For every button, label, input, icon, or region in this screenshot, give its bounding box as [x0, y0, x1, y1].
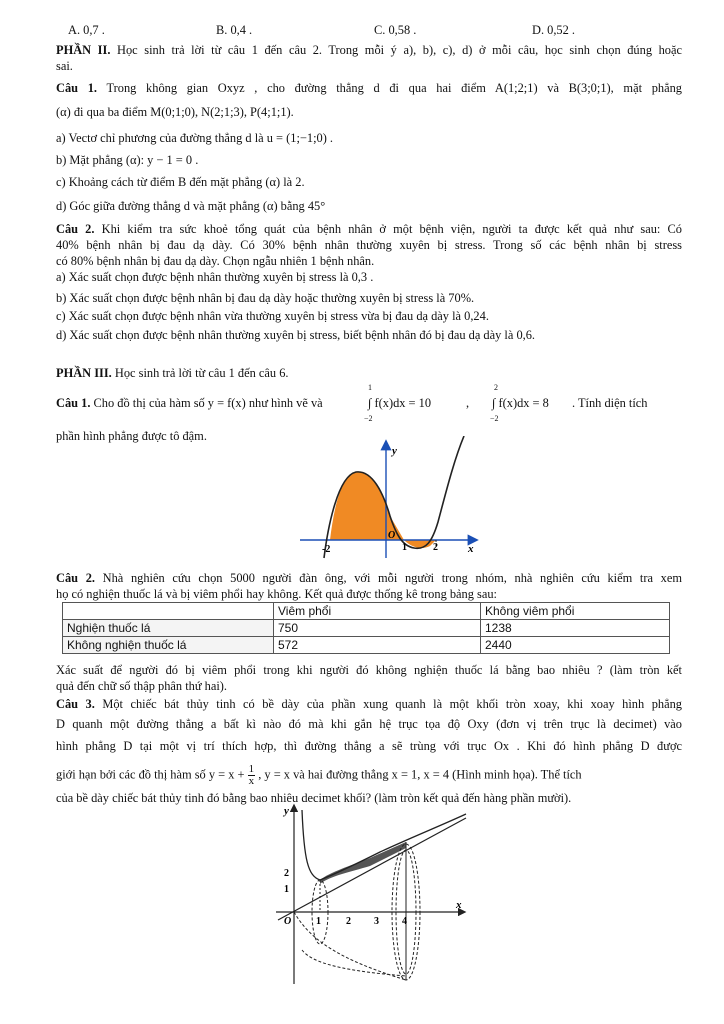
- bowl-x-tick: 2: [346, 916, 351, 927]
- table-cell: 750: [274, 620, 481, 637]
- table-cell: 572: [274, 637, 481, 654]
- table-cell: Không nghiện thuốc lá: [63, 637, 274, 654]
- p3-q3-line4: giới hạn bởi các đồ thị hàm số y = x + $\frac{1}{x}$ , y = x và hai đường thẳng x = 1, x = 4 (Hình minh họa). Thể tích: [56, 763, 582, 787]
- bowl-x-tick: 1: [316, 916, 321, 927]
- p2-q1-line2: (α) đi qua ba điểm M(0;1;0), N(2;1;3), P(4;1;1).: [56, 105, 294, 119]
- bowl-origin-label: O: [284, 916, 292, 927]
- statistics-table: [62, 602, 670, 654]
- integral-comma: ,: [466, 396, 470, 410]
- part3-title: PHẦN III.: [56, 366, 112, 380]
- bowl-x-label: x: [456, 899, 462, 911]
- p2-q2-option-c: c) Xác suất chọn được bệnh nhân vừa thường xuyên bị stress vừa bị đau dạ dày là 0,24.: [56, 309, 489, 323]
- part2-intro-line2: sai.: [56, 59, 73, 73]
- graph-y-label: y: [392, 445, 397, 457]
- integral1: ∫ f(x)dx = 10: [368, 396, 432, 410]
- p3-q2-line2: họ có nghiện thuốc lá và bị viêm phổi hay không. Kết quả được thống kê trong bảng sau:: [56, 587, 497, 601]
- bowl-figure: [270, 800, 470, 986]
- table-header-cell: Không viêm phổi: [481, 603, 670, 620]
- part2-intro-line1: PHẦN II. Học sinh trả lời từ câu 1 đến câu 2. Trong mỗi ý a), b), c), d) ở mỗi câu, học sinh chọn đúng hoặc: [56, 43, 682, 57]
- bowl-lower-outline-2: [302, 950, 406, 976]
- bowl-y-label: y: [284, 805, 289, 817]
- line-y-equals-x: [278, 818, 466, 920]
- curve-x-plus-1-over-x: [302, 810, 466, 880]
- p2-q1-option-b: b) Mặt phẳng (α): y − 1 = 0 .: [56, 153, 199, 167]
- option-b: B. 0,4 .: [216, 23, 253, 37]
- p3-q1-line1: Câu 1. Cho đồ thị của hàm số y = f(x) như hình vẽ và: [56, 396, 323, 410]
- option-a: A. 0,7 .: [68, 23, 105, 37]
- p2-q1-label: Câu 1.: [56, 81, 98, 95]
- integral2: ∫ f(x)dx = 8: [492, 396, 549, 410]
- p3-q2-after-line2: quả đến chữ số thập phân thứ hai).: [56, 679, 228, 693]
- p2-q2-option-d: d) Xác suất chọn được bệnh nhân thường xuyên bị stress, biết bệnh nhân đó bị đau dạ dày là 0,6.: [56, 328, 536, 342]
- p3-q3-line2: D quanh một đường thẳng a bất kì nào đó mà khi gắn hệ trục tọa độ Oxy (đơn vị trên trục là decimet) vào: [56, 717, 682, 731]
- p3-q2-line1: Câu 2. Nhà nghiên cứu chọn 5000 người đàn ông, với mỗi người trong nhóm, nhà nghiên cứu kiểm tra xem: [56, 571, 682, 585]
- p2-q1-option-d: d) Góc giữa đường thẳng d và mặt phẳng (α) bằng 45°: [56, 199, 326, 213]
- table-row: [63, 637, 670, 654]
- p3-q1-label: Câu 1.: [56, 396, 91, 410]
- bowl-y-tick: 1: [284, 884, 289, 895]
- fraction-1-over-x: $\frac{1}{x}$: [248, 763, 255, 787]
- bowl-y-tick: 2: [284, 868, 289, 879]
- graph-tick-2: 2: [433, 542, 438, 553]
- p2-q2-option-a: a) Xác suất chọn được bệnh nhân thường xuyên bị stress là 0,3 .: [56, 270, 374, 284]
- integral1-lower: −2: [364, 414, 373, 423]
- p2-q1-option-a: a) Vectơ chỉ phương của đường thẳng d là u = (1;−1;0) .: [56, 131, 334, 145]
- graph-tick-1: 1: [402, 542, 407, 553]
- p3-q3-line3: hình phẳng D tại một vị trí thích hợp, thì đường thẳng a sẽ trùng với trục Ox . Khi đó hình phẳng D được: [56, 739, 682, 753]
- p2-q2-label: Câu 2.: [56, 222, 95, 236]
- option-d: D. 0,52 .: [532, 23, 576, 37]
- p3-q3-label: Câu 3.: [56, 697, 95, 711]
- integral2-upper: 2: [494, 383, 498, 392]
- function-graph: [290, 436, 490, 560]
- bowl-shaded-region: [320, 842, 406, 884]
- p2-q2-line1: Câu 2. Khi kiểm tra sức khoẻ tổng quát của bệnh nhân ở một bệnh viện, người ta được kết quả như sau: Có: [56, 222, 682, 236]
- p2-q2-option-b: b) Xác suất chọn được bệnh nhân bị đau dạ dày hoặc thường xuyên bị stress là 70%.: [56, 291, 475, 305]
- part3-intro: PHẦN III. Học sinh trả lời từ câu 1 đến câu 6.: [56, 366, 289, 380]
- table-header-row: [63, 603, 670, 620]
- integral2-lower: −2: [490, 414, 499, 423]
- p3-q3-line1: Câu 3. Một chiếc bát thủy tinh có bề dày của phần xung quanh là một khối tròn xoay, khi xoay hình phẳng: [56, 697, 682, 711]
- integral1-upper: 1: [368, 383, 372, 392]
- graph-x-label: x: [468, 543, 474, 555]
- table-header-cell: Viêm phổi: [274, 603, 481, 620]
- p2-q2-line3: có 80% bệnh nhân bị đau dạ dày. Chọn ngẫu nhiên 1 bệnh nhân.: [56, 254, 375, 268]
- graph-origin-label: O: [388, 530, 396, 541]
- p3-q2-label: Câu 2.: [56, 571, 95, 585]
- p3-q3-line5: của bề dày chiếc bát thủy tinh đó bằng bao nhiêu decimet khối? (làm tròn kết quả đến hàng phần mười).: [56, 791, 572, 805]
- p3-q1-text-post: . Tính diện tích: [572, 396, 648, 410]
- p2-q2-line2: 40% bệnh nhân bị đau dạ dày. Có 30% bệnh nhân thường xuyên bị stress. Trong số các bệnh nhân bị stress: [56, 238, 682, 252]
- table-row: [63, 620, 670, 637]
- p3-q2-after-line1: Xác suất để người đó bị viêm phổi trong khi người đó không nghiện thuốc lá bằng bao nhiêu ? (làm tròn kết: [56, 663, 682, 677]
- table-header-cell: [63, 603, 274, 620]
- p3-q1-line2: phần hình phẳng được tô đậm.: [56, 429, 207, 443]
- part2-title: PHẦN II.: [56, 43, 111, 57]
- p2-q1-line1: Câu 1. Trong không gian Oxyz , cho đường thẳng d đi qua hai điểm A(1;2;1) và B(3;0;1), mặt phẳng: [56, 81, 682, 95]
- bowl-x-tick: 4: [402, 916, 407, 927]
- option-c: C. 0,58 .: [374, 23, 417, 37]
- table-cell: 2440: [481, 637, 670, 654]
- bowl-x-tick: 3: [374, 916, 379, 927]
- table-cell: Nghiện thuốc lá: [63, 620, 274, 637]
- table-cell: 1238: [481, 620, 670, 637]
- p2-q1-option-c: c) Khoảng cách từ điểm B đến mặt phẳng (α) là 2.: [56, 175, 305, 189]
- graph-tick-m2: -2: [322, 544, 331, 555]
